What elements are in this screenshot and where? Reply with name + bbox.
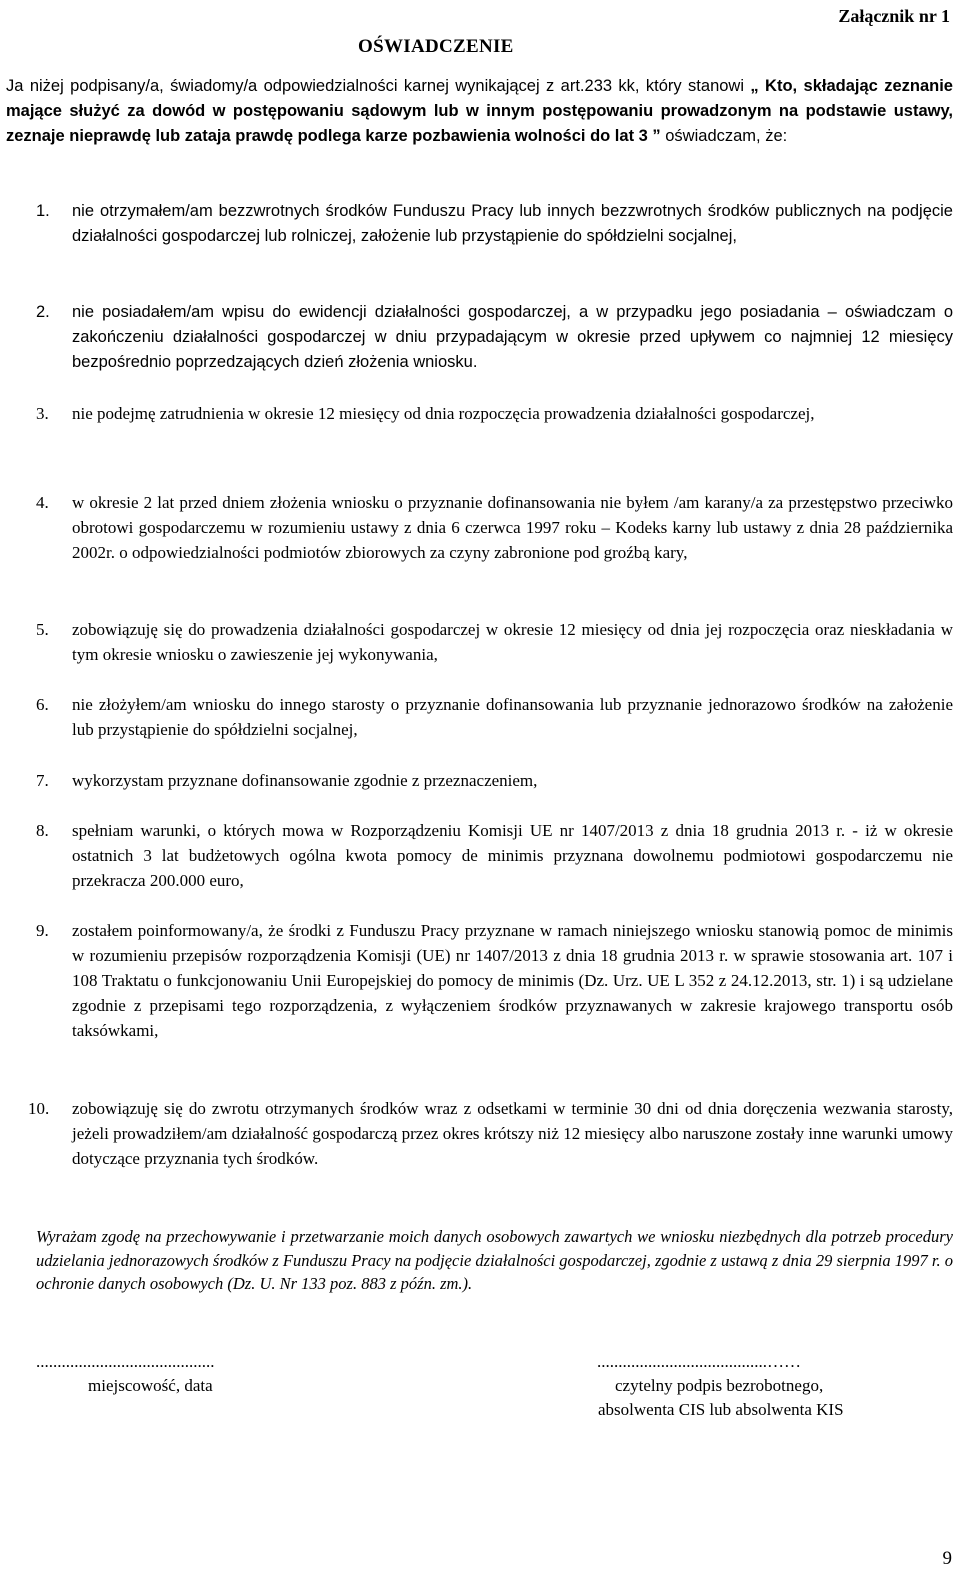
intro-paragraph	[6, 74, 953, 149]
list-item-number: 4.	[36, 493, 49, 512]
list-item-text: zobowiązuję się do prowadzenia działalności gospodarczej w okresie 12 miesięcy od dnia jej rozpoczęcia oraz nieskładania w tym okresie wniosku o zawieszenie jej wykonywania,	[72, 620, 953, 664]
document-title: OŚWIADCZENIE	[358, 36, 514, 57]
list-item-number: 5.	[36, 620, 49, 639]
list-item-text: spełniam warunki, o których mowa w Rozporządzeniu Komisji UE nr 1407/2013 z dnia 18 grudnia 2013 r. - iż w okresie ostatnich 3 lat budżetowych ogólna kwota pomocy de minimis przyznana dowolnemu podmiotowi gospodarczemu nie przekracza 200.000 euro,	[72, 821, 953, 890]
list-item-text: nie złożyłem/am wniosku do innego starosty o przyznanie dofinansowania lub przyznanie jednorazowo środków na założenie lub przystąpienie do spółdzielni socjalnej,	[72, 695, 953, 739]
list-item-number: 6.	[36, 695, 49, 714]
list-item-text: zobowiązuję się do zwrotu otrzymanych środków wraz z odsetkami w terminie 30 dni od dnia doręczenia wezwania starosty, jeżeli prowadziłem/am działalność gospodarczą przez okres krótszy niż 12 miesięcy albo naruszone zostały inne warunki umowy dotyczące przyznania tych środków.	[72, 1099, 953, 1168]
list-item-text: nie podejmę zatrudnienia w okresie 12 miesięcy od dnia rozpoczęcia prowadzenia działalności gospodarczej,	[72, 404, 815, 423]
page-number: 9	[942, 1548, 952, 1569]
intro-text-start: Ja niżej podpisany/a, świadomy/a odpowiedzialności karnej wynikającej z art.233 kk, który stanowi	[6, 77, 751, 95]
list-item-number: 9.	[36, 921, 49, 940]
list-item-text: zostałem poinformowany/a, że środki z Funduszu Pracy przyznane w ramach niniejszego wniosku stanowią pomoc de minimis w rozumieniu przepisów rozporządzenia Komisji (UE) nr 1407/2013 z dnia 18 grudnia 2013 r. w sprawie stosowania art. 107 i 108 Traktatu o funkcjonowaniu Unii Europejskiej do pomocy de minimis (Dz. Urz. UE L 352 z 24.12.2013, str. 1) i są udzielane zgodnie z przepisami tego rozporządzenia, z wyłączeniem środków przyznawanych w zakresie krajowego transportu osób taksówkami,	[72, 921, 953, 1040]
intro-quoted-article: „ Kto, składając zeznanie mające służyć za dowód w postępowaniu sądowym lub w innym postępowaniu prowadzonym na podstawie ustawy, zeznaje nieprawdę lub zataja prawdę podlega karze pozbawienia wolności do lat 3 ”	[6, 77, 953, 145]
list-item-number: 10.	[28, 1099, 50, 1118]
list-item-number: 3.	[36, 404, 49, 423]
place-date-dotted-line: ..........................................	[36, 1352, 215, 1371]
list-item-number: 7.	[36, 771, 49, 790]
data-consent-clause: Wyrażam zgodę na przechowywanie i przetwarzanie moich danych osobowych zawartych we wniosku niezbędnych dla potrzeb procedury udzielania jednorazowych środków z Funduszu Pracy na podjęcie działalności gospodarczej, zgodnie z ustawą z dnia 29 sierpnia 1997 r. o ochronie danych osobowych (Dz. U. Nr 133 poz. 883 z późn. zm.).	[36, 1227, 953, 1293]
list-item-number: 1.	[36, 202, 50, 220]
intro-text-end: oświadczam, że:	[660, 127, 788, 145]
list-item-number: 2.	[36, 303, 50, 321]
annex-label: Załącznik nr 1	[838, 6, 950, 26]
list-item-text: wykorzystam przyznane dofinansowanie zgodnie z przeznaczeniem,	[72, 771, 538, 790]
list-item-number: 8.	[36, 821, 49, 840]
list-item-text: nie posiadałem/am wpisu do ewidencji działalności gospodarczej, a w przypadku jego posiadania – oświadczam o zakończeniu działalności gospodarczej w dniu przypadającym w okresie przed upływem co najmniej 12 miesięcy bezpośrednio poprzedzających dzień złożenia wniosku.	[72, 303, 953, 371]
signature-label: czytelny podpis bezrobotnego,	[615, 1376, 824, 1395]
signature-label-continued: absolwenta CIS lub absolwenta KIS	[598, 1400, 844, 1419]
list-item-text: nie otrzymałem/am bezzwrotnych środków Funduszu Pracy lub innych bezzwrotnych środków publicznych na podjęcie działalności gospodarczej lub rolniczej, założenie lub przystąpienie do spółdzielni socjalnej,	[72, 202, 953, 245]
signature-dotted-line: ........................................……	[597, 1352, 801, 1371]
place-date-label: miejscowość, data	[88, 1376, 213, 1395]
list-item-text: w okresie 2 lat przed dniem złożenia wniosku o przyznanie dofinansowania nie byłem /am karany/a za przestępstwo przeciwko obrotowi gospodarczemu w rozumieniu ustawy z dnia 6 czerwca 1997 roku – Kodeks karny lub ustawy z dnia 28 października 2002r. o odpowiedzialności podmiotów zbiorowych za czyny zabronione pod groźbą kary,	[72, 493, 953, 562]
